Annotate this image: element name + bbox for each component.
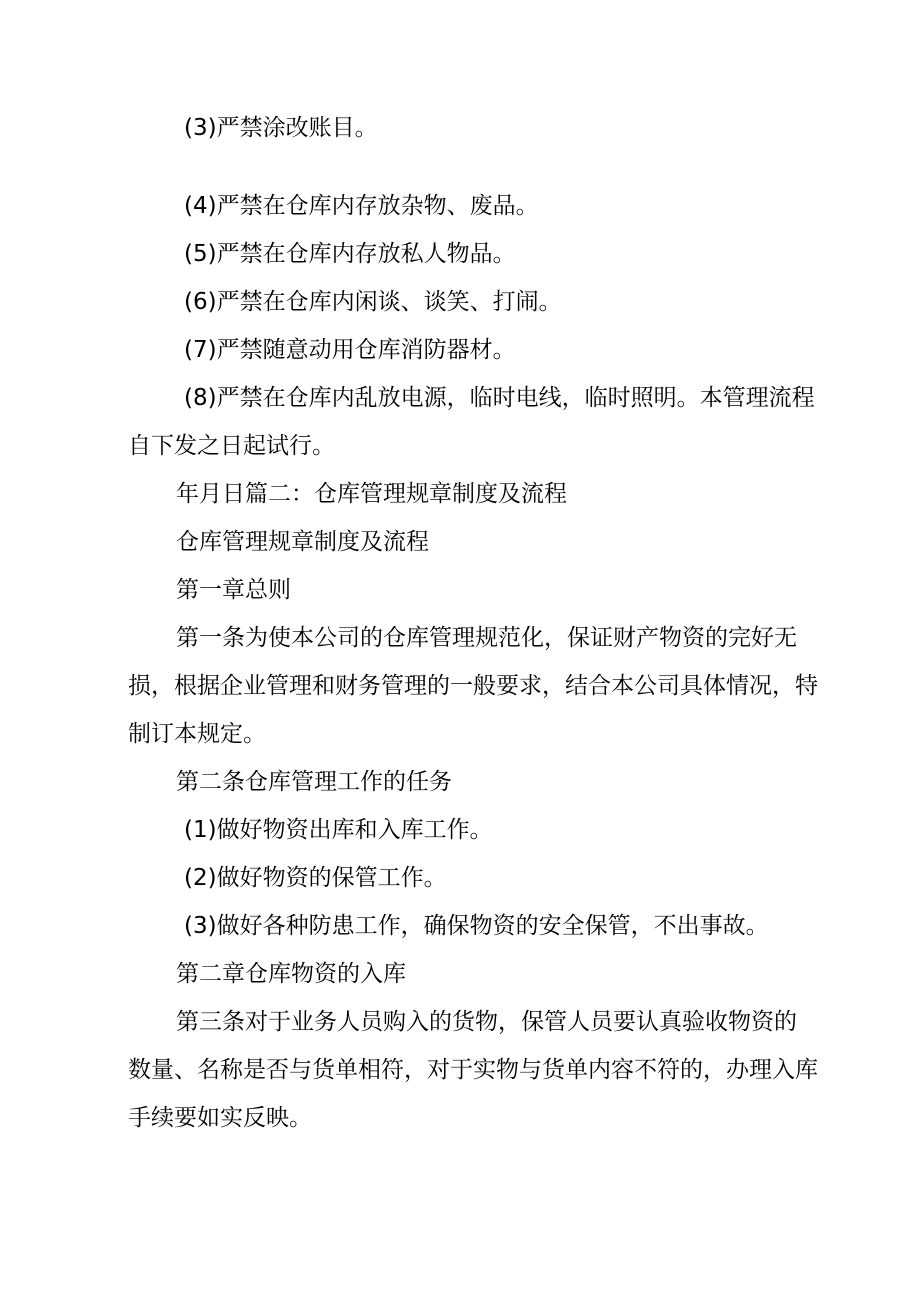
article-1: 第一条为使本公司的仓库管理规范化，保证财产物资的完好无损，根据企业管理和财务管理的一般要求，结合本公司具体情况，特制订本规定。	[128, 625, 818, 747]
task-item-3: (3)做好各种防患工作，确保物资的安全保管，不出事故。	[184, 913, 769, 939]
chapter-heading-2: 第二章仓库物资的入库	[176, 961, 406, 987]
paragraph-gap	[128, 152, 818, 182]
task-item-1: (1)做好物资出库和入库工作。	[184, 817, 493, 843]
rule-item-4: (4)严禁在仓库内存放杂物、废品。	[184, 193, 539, 219]
article-3: 第三条对于业务人员购入的货物，保管人员要认真验收物资的数量、名称是否与货单相符，对于实物与货单内容不符的，办理入库手续要如实反映。	[128, 1009, 818, 1131]
rule-item-5: (5)严禁在仓库内存放私人物品。	[184, 241, 516, 267]
rule-item-7: (7)严禁随意动用仓库消防器材。	[184, 337, 516, 363]
rule-item-8: (8)严禁在仓库内乱放电源，临时电线，临时照明。本管理流程自下发之日起试行。	[128, 385, 815, 459]
rule-item-3: (3)严禁涂改账目。	[184, 115, 378, 141]
section-heading-part-two: 年月日篇二：仓库管理规章制度及流程	[176, 481, 567, 507]
article-2-heading: 第二条仓库管理工作的任务	[176, 769, 452, 795]
document-title: 仓库管理规章制度及流程	[176, 529, 429, 555]
rule-item-6: (6)严禁在仓库内闲谈、谈笑、打闹。	[184, 289, 562, 315]
chapter-heading-1: 第一章总则	[176, 577, 291, 603]
document-body	[128, 104, 818, 1142]
task-item-2: (2)做好物资的保管工作。	[184, 865, 447, 891]
